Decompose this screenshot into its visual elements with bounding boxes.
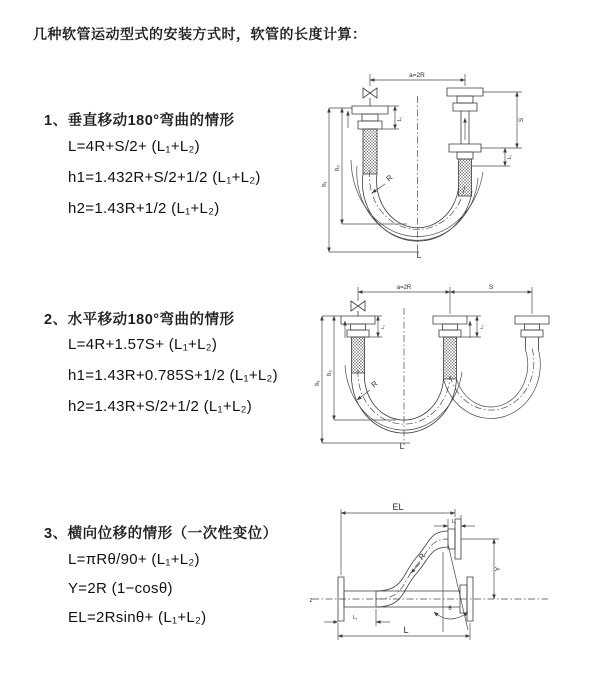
dim-h2-label: h₂ <box>335 165 341 171</box>
dim-stroke-label: S <box>518 117 525 123</box>
section-2-formula-h1: h1=1.43R+0.785S+1/2 (L₁+L₂) <box>68 367 278 384</box>
left-flange-assembly <box>352 106 388 174</box>
middle-flange-assembly <box>433 316 467 379</box>
dim-l1-top <box>434 515 475 529</box>
angle-theta-label: θ <box>448 606 452 612</box>
dim-l1-left-label: L₁ <box>397 116 403 122</box>
dim-width-label: a=2R <box>409 72 425 79</box>
dim-width-a2R <box>358 285 532 314</box>
dim-EL-label: EL <box>392 502 404 512</box>
left-flange-assembly <box>341 316 375 373</box>
dim-l1-left <box>382 106 403 129</box>
braided-hose-section <box>363 129 377 174</box>
dim-h2-label: h₂ <box>327 370 333 376</box>
dim-l1-top-label: L₁ <box>451 519 457 525</box>
valve-icon <box>351 301 365 316</box>
dim-L-label: L <box>403 625 409 635</box>
section-2-formula-h2: h2=1.43R+S/2+1/2 (L₁+L₂) <box>68 398 253 415</box>
dim-length-label: L <box>416 250 422 260</box>
diagram-vertical-180-bend <box>315 66 570 261</box>
axis-marker: z <box>309 598 313 604</box>
dim-EL <box>341 502 455 575</box>
dim-l1-left-label: L₁ <box>352 615 358 621</box>
section-2-heading: 2、水平移动180°弯曲的情形 <box>44 312 235 328</box>
radius-label: R <box>369 378 380 390</box>
diagram-lateral-displacement <box>298 502 593 647</box>
page-title: 几种软管运动型式的安装方式时，软管的长度计算： <box>33 26 367 42</box>
section-1-formula-h1: h1=1.432R+S/2+1/2 (L₁+L₂) <box>68 169 261 186</box>
radius-leader <box>372 173 395 193</box>
section-3-formula-Y: Y=2R (1−cosθ) <box>68 580 173 597</box>
hose-u-curves-shifted <box>444 348 541 418</box>
dim-l1-left-label: L₁ <box>380 324 385 330</box>
radius-label: R <box>416 551 428 562</box>
braided-hose-section <box>444 337 457 379</box>
dim-l1-left <box>324 609 390 626</box>
section-1-heading: 1、垂直移动180°弯曲的情形 <box>44 113 235 129</box>
section-3-heading: 3、横向位移的情形（一次性变位） <box>44 526 278 542</box>
dim-l1-right <box>472 148 513 166</box>
dim-length-label: L <box>399 441 405 451</box>
dim-width-a2R <box>370 72 465 86</box>
dim-stroke-label: S <box>488 284 494 291</box>
braided-hose-section <box>352 337 365 373</box>
dim-l1-mid-label: L₁ <box>479 324 484 330</box>
dim-L <box>338 623 470 640</box>
hose-s-curve <box>376 531 448 607</box>
section-1-formula-h2: h2=1.43R+1/2 (L₁+L₂) <box>68 200 220 217</box>
angle-theta-construction <box>434 544 468 632</box>
section-3-formula-EL: EL=2Rsinθ+ (L₁+L₂) <box>68 609 207 626</box>
valve-icon <box>363 88 377 106</box>
dim-Y-label: Y <box>495 566 502 572</box>
dim-h1-label: h₁ <box>315 380 321 386</box>
dim-stroke-S <box>481 92 525 148</box>
dim-l1-right-label: L₁ <box>507 154 513 160</box>
right-flange-assembly <box>515 316 549 350</box>
dim-stroke-S <box>450 284 532 292</box>
diagram-horizontal-180-bend <box>310 280 595 455</box>
dim-h1 <box>315 316 410 443</box>
section-1-formula-L: L=4R+S/2+ (L₁+L₂) <box>68 138 200 155</box>
dim-h1-label: h₁ <box>322 181 328 187</box>
section-2-formula-L: L=4R+1.57S+ (L₁+L₂) <box>68 336 218 353</box>
braided-hose-section <box>459 159 472 196</box>
section-3-formula-L: L=πRθ/90+ (L₁+L₂) <box>68 551 200 568</box>
radius-label: R <box>384 172 395 184</box>
dim-width-label: a=2R <box>396 285 412 291</box>
